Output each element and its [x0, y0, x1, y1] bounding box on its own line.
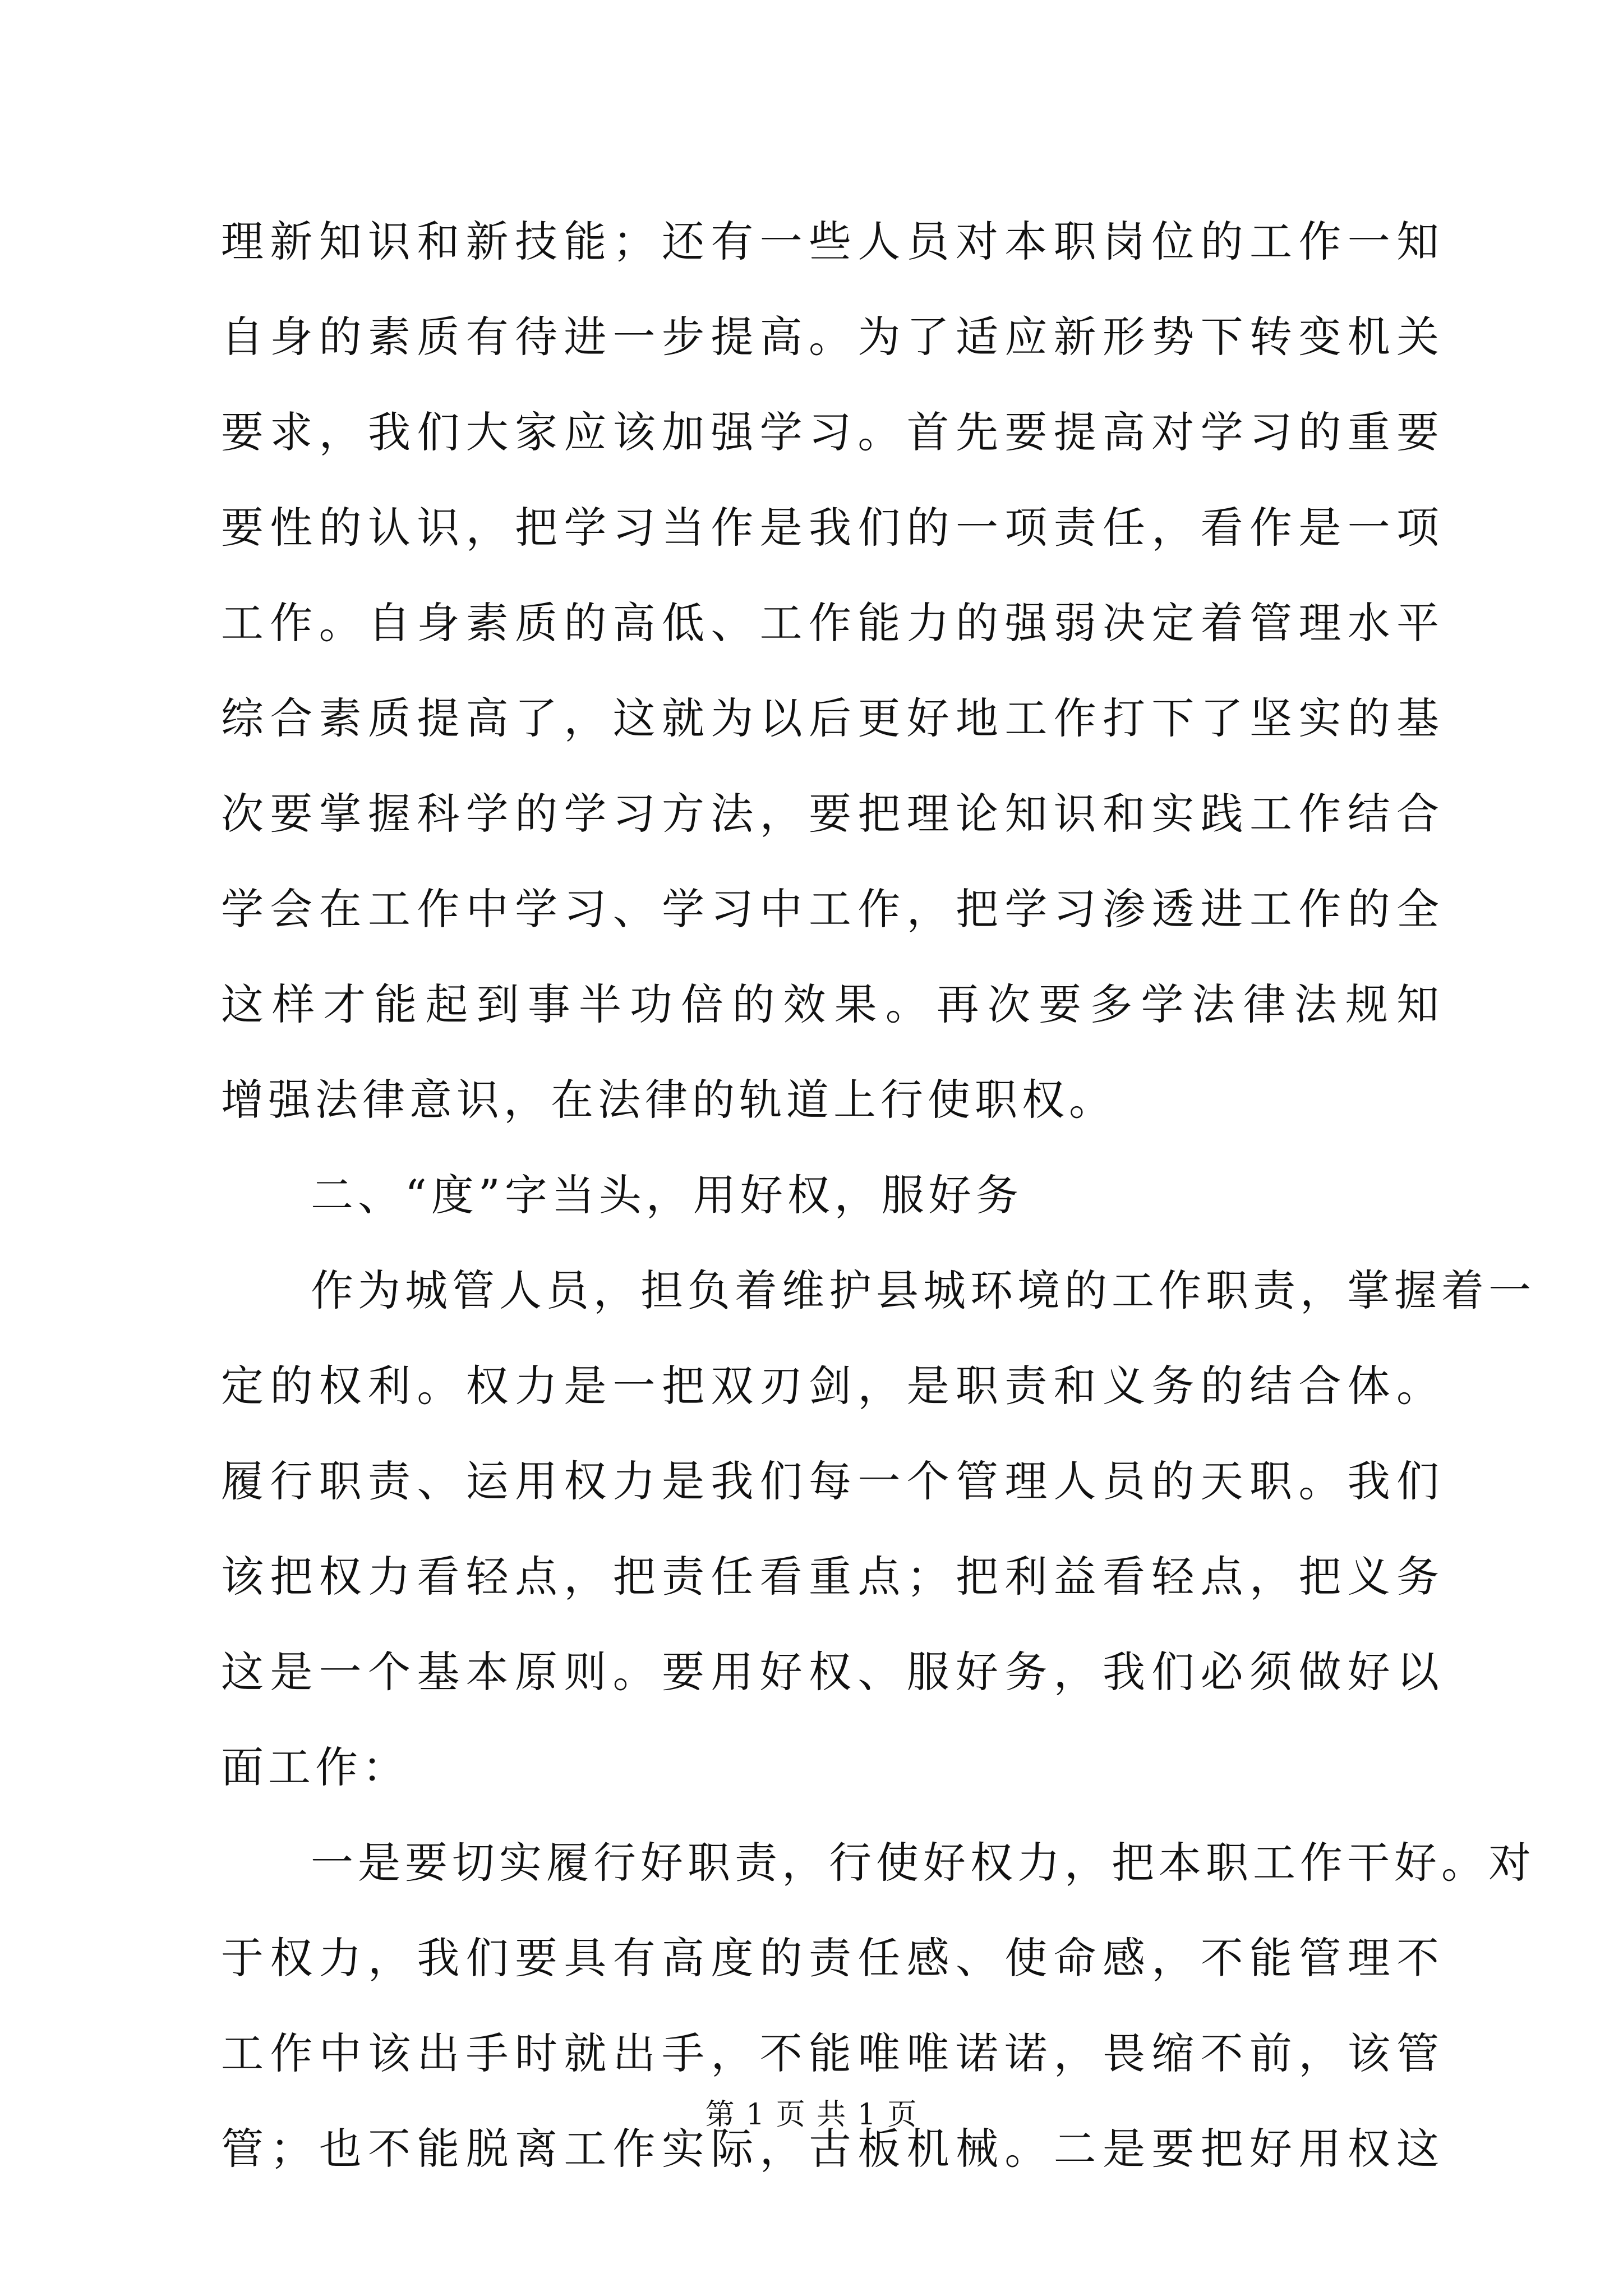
text-line-16: 这是一个基本原则。要用好权、服好务，我们必须做好以: [221, 1647, 1444, 1697]
text-line-18: 一是要切实履行好职责，行使好权力，把本职工作干好。对: [311, 1838, 1536, 1888]
text-line-3: 要求，我们大家应该加强学习。首先要提高对学习的重要: [221, 407, 1444, 457]
text-line-9: 这样才能起到事半功倍的效果。再次要多学法律法规知: [221, 979, 1444, 1029]
page-number-footer: 第 1 页 共 1 页: [705, 2098, 918, 2132]
text-line-8: 学会在工作中学习、学习中工作，把学习渗透进工作的全: [221, 884, 1444, 934]
text-line-20: 工作中该出手时就出手，不能唯唯诺诺，畏缩不前，该管: [221, 2028, 1444, 2078]
document-body: [221, 194, 1536, 2197]
text-line-21: 管；也不能脱离工作实际，古板机械。二是要把好用权这: [221, 2124, 1444, 2174]
text-line-10: 增强法律意识，在法律的轨道上行使职权。: [221, 1075, 1116, 1125]
text-line-19: 于权力，我们要具有高度的责任感、使命感，不能管理不: [221, 1933, 1444, 1983]
text-line-7: 次要掌握科学的学习方法，要把理论知识和实践工作结合: [221, 789, 1444, 839]
text-line-14: 履行职责、运用权力是我们每一个管理人员的天职。我们: [221, 1456, 1444, 1506]
text-line-4: 要性的认识，把学习当作是我们的一项责任，看作是一项: [221, 503, 1444, 553]
text-line-2: 自身的素质有待进一步提高。为了适应新形势下转变机关: [221, 312, 1444, 362]
text-line-6: 综合素质提高了，这就为以后更好地工作打下了坚实的基: [221, 693, 1444, 743]
text-line-13: 定的权利。权力是一把双刃剑，是职责和义务的结合体。: [221, 1361, 1444, 1411]
text-line-12: 作为城管人员，担负着维护县城环境的工作职责，掌握着一: [311, 1266, 1536, 1315]
section-heading: 二、“度”字当头，用好权，服好务: [311, 1170, 1023, 1220]
text-line-1: 理新知识和新技能；还有一些人员对本职岗位的工作一知: [221, 217, 1444, 266]
text-line-15: 该把权力看轻点，把责任看重点；把利益看轻点，把义务: [221, 1552, 1444, 1602]
text-line-17: 面工作：: [221, 1742, 409, 1792]
text-line-5: 工作。自身素质的高低、工作能力的强弱决定着管理水平: [221, 598, 1444, 648]
